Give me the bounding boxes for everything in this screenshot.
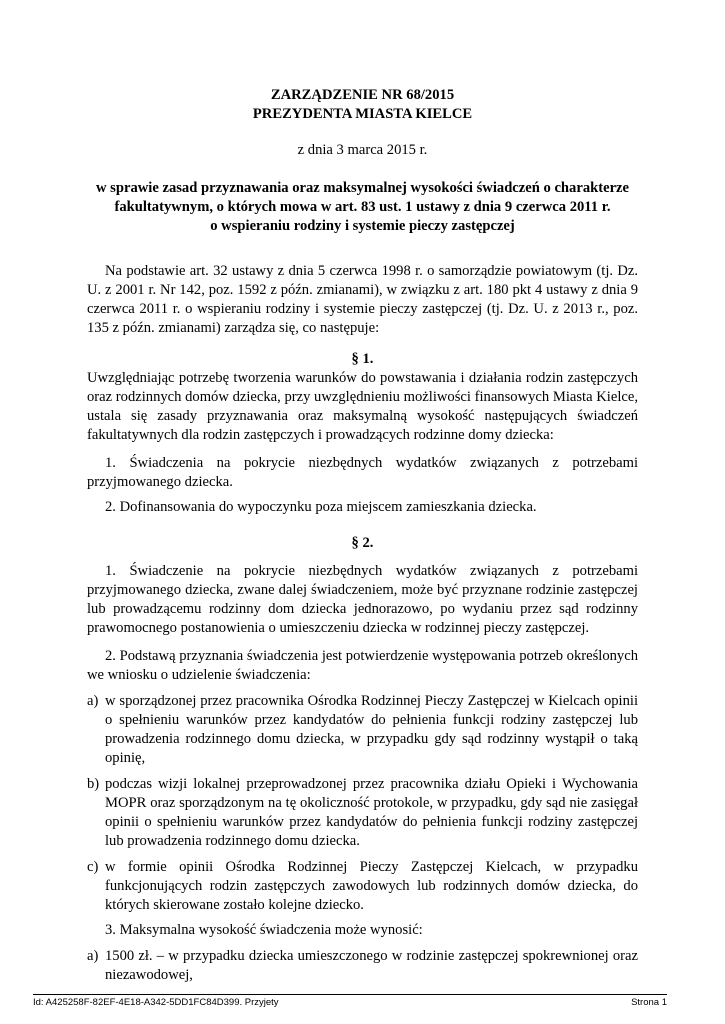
section-1-item-2: 2. Dofinansowania do wypoczynku poza miejscem zamieszkania dziecka. xyxy=(105,499,537,515)
document-body xyxy=(87,86,638,985)
section-2-item-2b xyxy=(87,775,638,851)
list-label: c) xyxy=(87,859,99,875)
page-footer xyxy=(33,994,667,1008)
section-2-item-2: 2. Podstawą przyznania świadczenia jest potwierdzenie występowania potrzeb określonych we wniosku o udzielenie świadczenia: xyxy=(87,648,638,683)
title-line-1: ZARZĄDZENIE NR 68/2015 xyxy=(270,87,455,103)
list-text: 1500 zł. – w przypadku dziecka umieszczonego w rodzinie zastępczej spokrewnionej oraz niezawodowej, xyxy=(105,948,638,983)
list-text: podczas wizji lokalnej przeprowadzonej przez pracownika działu Opieki i Wychowania MOPR oraz sporządzonym na tę okoliczność protokole, w przypadku, gdy sąd nie zasięgał opinii o spełnieniu warunków przez kandydatów do pełnienia funkcji rodziny zastępczej lub prowadzenia rodzinnego domu dziecka. xyxy=(105,776,638,849)
list-text: w sporządzonej przez pracownika Ośrodka Rodzinnej Pieczy Zastępczej w Kielcach opinii o spełnieniu warunków przez kandydatów do pełnienia funkcji rodziny zastępczej lub prowadzenia rodzinnego domu dziecka, w przypadku gdy sąd rodzinny wystąpił o taką opinię, xyxy=(105,693,638,766)
subject-line-3: o wspieraniu rodziny i systemie pieczy zastępczej xyxy=(210,218,515,234)
intro-paragraph: Na podstawie art. 32 ustawy z dnia 5 czerwca 1998 r. o samorządzie powiatowym (tj. Dz. U. z 2001 r. Nr 142, poz. 1592 z późn. zmianami), w związku z art. 180 pkt 4 ustawy z dnia 9 czerwca 2011 r. o wspieraniu rodziny i systemie pieczy zastępczej (tj. Dz. U. z 2013 r., poz. 135 z późn. zmianami) zarządza się, co następuje: xyxy=(87,263,638,336)
document-title xyxy=(87,86,638,124)
document-id: Id: A425258F-82EF-4E18-A342-5DD1FC84D399. Przyjety xyxy=(33,997,279,1008)
section-1-heading: § 1. xyxy=(351,351,374,367)
section-2-heading: § 2. xyxy=(351,535,374,551)
document-date: z dnia 3 marca 2015 r. xyxy=(297,142,428,158)
list-label: b) xyxy=(87,776,100,792)
document-subject xyxy=(87,179,638,236)
subject-line-1: w sprawie zasad przyznawania oraz maksymalnej wysokości świadczeń o charakterze xyxy=(95,180,630,196)
subject-line-2: fakultatywnym, o których mowa w art. 83 ust. 1 ustawy z dnia 9 czerwca 2011 r. xyxy=(114,199,611,215)
section-2-item-2c xyxy=(87,858,638,915)
page-number: Strona 1 xyxy=(631,997,667,1008)
section-2-item-3: 3. Maksymalna wysokość świadczenia może wynosić: xyxy=(105,922,423,938)
section-2-item-3a xyxy=(87,947,638,985)
title-line-2: PREZYDENTA MIASTA KIELCE xyxy=(252,106,473,122)
section-1-text: Uwzględniając potrzebę tworzenia warunków do powstawania i działania rodzin zastępczych oraz rodzinnych domów dziecka, przy uwzględnieniu możliwości finansowych Miasta Kielce, ustala się zasady przyznawania oraz maksymalną wysokość następujących świadczeń fakultatywnych dla rodzin zastępczych i prowadzących rodzinne domy dziecka: xyxy=(87,370,638,443)
section-2-item-1: 1. Świadczenie na pokrycie niezbędnych wydatków związanych z potrzebami przyjmowanego dziecka, zwane dalej świadczeniem, może być przyznane rodzinie zastępczej lub prowadzącemu rodzinny dom dziecka jednorazowo, po wydaniu przez sąd rodzinny prawomocnego postanowienia o umieszczeniu dziecka w rodzinnej pieczy zastępczej. xyxy=(87,563,638,636)
section-1-item-1: 1. Świadczenia na pokrycie niezbędnych wydatków związanych z potrzebami przyjmowanego dziecka. xyxy=(87,455,638,490)
section-2-item-2a xyxy=(87,692,638,768)
list-label: a) xyxy=(87,693,99,709)
list-text: w formie opinii Ośrodka Rodzinnej Pieczy Zastępczej Kielcach, w przypadku funkcjonujących rodzin zastępczych zawodowych lub rodzinnych domów dziecka, do których skierowane zostało kolejne dziecko. xyxy=(105,859,638,913)
list-label: a) xyxy=(87,948,99,964)
